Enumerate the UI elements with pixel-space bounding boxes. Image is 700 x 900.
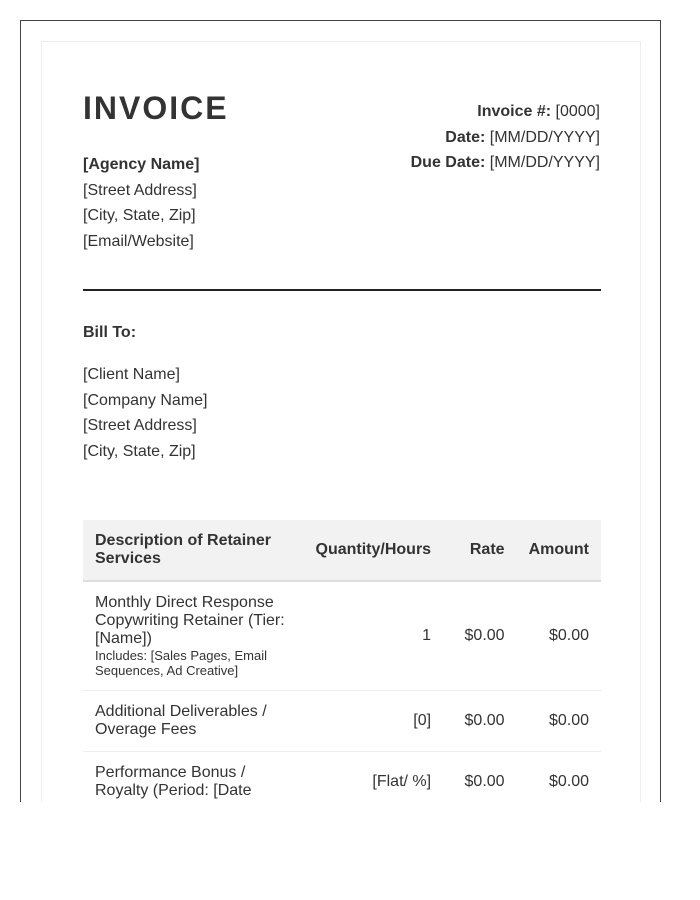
invoice-page <box>41 41 641 802</box>
client-name: [Client Name] <box>83 366 180 383</box>
invoice-due-date <box>411 150 600 176</box>
agency-city: [City, State, Zip] <box>83 207 196 225</box>
row-amount: $0.00 <box>517 752 601 803</box>
row-rate: $0.00 <box>443 691 516 752</box>
invoice-number <box>411 99 600 125</box>
row-description-cell <box>83 581 301 691</box>
header-divider <box>83 289 601 291</box>
table-row <box>83 752 601 803</box>
header-amount: Amount <box>517 520 601 581</box>
invoice-number-value: [0000] <box>555 103 600 120</box>
table-row <box>83 581 601 691</box>
header-quantity: Quantity/Hours <box>301 520 443 581</box>
row-rate: $0.00 <box>443 752 516 803</box>
agency-street: [Street Address] <box>83 181 197 199</box>
bill-to-label: Bill To: <box>83 324 137 341</box>
invoice-date-label: Date: <box>445 128 486 146</box>
row-description: Performance Bonus / Royalty (Period: [Date <box>83 752 301 803</box>
invoice-date <box>411 125 600 151</box>
bill-to-block <box>83 362 208 464</box>
invoice-number-label: Invoice #: <box>477 103 552 120</box>
row-quantity: [0] <box>301 691 443 752</box>
invoice-date-value: [MM/DD/YYYY] <box>489 128 600 146</box>
line-items-table <box>83 520 601 802</box>
document-frame <box>20 20 661 802</box>
table-row <box>83 691 601 752</box>
row-description: Additional Deliverables / Overage Fees <box>83 691 301 752</box>
agency-block <box>83 152 199 254</box>
row-description: Monthly Direct Response Copywriting Retainer (Tier: [Name]) <box>95 594 285 647</box>
header-description: Description of Retainer Services <box>83 520 301 581</box>
invoice-meta <box>411 99 600 176</box>
invoice-due-label: Due Date: <box>410 154 486 172</box>
invoice-title: INVOICE <box>83 90 229 126</box>
row-amount: $0.00 <box>517 691 601 752</box>
row-amount: $0.00 <box>517 581 601 691</box>
row-rate: $0.00 <box>443 581 516 691</box>
table-header-row <box>83 520 601 581</box>
row-sub-description: Includes: [Sales Pages, Email Sequences, Ad Creative] <box>95 648 267 678</box>
agency-web: [Email/Website] <box>83 232 194 250</box>
row-quantity: [Flat/ %] <box>301 752 443 803</box>
invoice-due-value: [MM/DD/YYYY] <box>489 154 600 172</box>
header-rate: Rate <box>443 520 516 581</box>
client-street: [Street Address] <box>83 417 197 435</box>
client-city: [City, State, Zip] <box>83 442 196 460</box>
agency-name: [Agency Name] <box>83 156 200 173</box>
row-quantity: 1 <box>301 581 443 691</box>
client-company: [Company Name] <box>83 391 208 409</box>
